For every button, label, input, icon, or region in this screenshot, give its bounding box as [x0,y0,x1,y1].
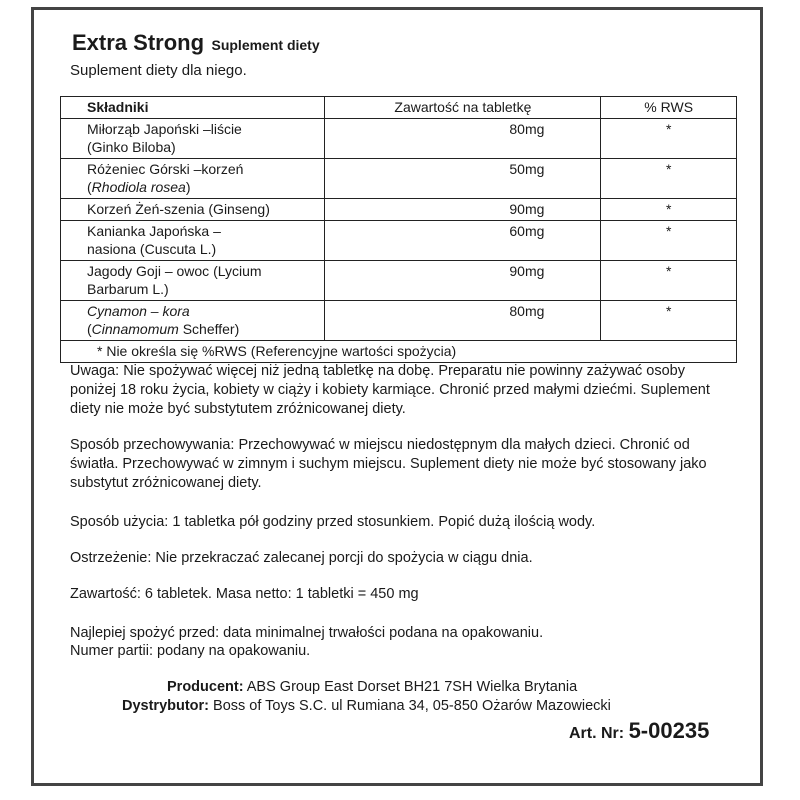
ingredient-amount: 90mg [325,199,601,221]
table-header-row [61,97,737,119]
ingredient-amount: 80mg [325,301,601,341]
ingredient-name: Miłorząb Japoński –liście (Ginko Biloba) [61,119,325,159]
article-number [569,718,709,744]
ingredient-amount: 50mg [325,159,601,199]
distributor-value: Boss of Toys S.C. ul Rumiana 34, 05-850 Ożarów Mazowiecki [209,698,611,714]
ingredient-name: Korzeń Żeń-szenia (Ginseng) [61,199,325,221]
header-amount: Zawartość na tabletkę [325,97,601,119]
ingredient-amount: 60mg [325,221,601,261]
producer-value: ABS Group East Dorset BH21 7SH Wielka Brytania [243,679,578,695]
usage-text: Sposób użycia: 1 tabletka pół godziny przed stosunkiem. Popić dużą ilością wody. [70,514,596,530]
ingredient-rws: * [601,159,737,199]
rws-footnote: * Nie określa się %RWS (Referencyjne wartości spożycia) [61,341,737,363]
caution-text: Ostrzeżenie: Nie przekraczać zalecanej porcji do spożycia w ciągu dnia. [70,550,533,566]
subtitle: Suplement diety dla niego. [70,62,247,79]
ingredient-amount: 80mg [325,119,601,159]
ingredient-name: Jagody Goji – owoc (Lycium Barbarum L.) [61,261,325,301]
ingredients-table [60,96,737,363]
ingredient-name: Różeniec Górski –korzeń (Rhodiola rosea) [61,159,325,199]
table-row [61,301,737,341]
article-value: 5-00235 [628,718,710,743]
header-ingredients: Składniki [61,97,325,119]
header-rws: % RWS [601,97,737,119]
ingredient-rws: * [601,261,737,301]
table-row [61,159,737,199]
table-footnote-row [61,341,737,363]
warning-text: Uwaga: Nie spożywać więcej niż jedną tabletkę na dobę. Preparatu nie powinny zażywać osoby poniżej 18 roku życia, kobiety w ciąży i kobiety karmiące. Chronić przed małymi dziećmi. Suplement diety nie może być substytutem zróżnicowanej diety. [70,363,710,417]
ingredient-name: Cynamon – kora (Cinnamomum Scheffer) [61,301,325,341]
ingredient-rws: * [601,119,737,159]
ingredient-name: Kanianka Japońska – nasiona (Cuscuta L.) [61,221,325,261]
title-suffix: Suplement diety [211,37,320,53]
article-label: Art. Nr: [569,725,625,742]
distributor-line [122,697,611,716]
table-row [61,221,737,261]
ingredient-rws: * [601,199,737,221]
table-row [61,119,737,159]
ingredient-rws: * [601,221,737,261]
distributor-label: Dystrybutor: [122,698,210,714]
storage-text: Sposób przechowywania: Przechowywać w miejscu niedostępnym dla małych dzieci. Chronić od światła. Przechowywać w zimnym i suchym miejscu. Suplement diety nie może być stosowany jako substytut zróżnicowanej diety. [70,437,707,491]
product-title [72,30,320,56]
contents-text: Zawartość: 6 tabletek. Masa netto: 1 tabletki = 450 mg [70,586,419,602]
table-row [61,199,737,221]
producer-label: Producent: [167,679,244,695]
ingredient-amount: 90mg [325,261,601,301]
ingredient-rws: * [601,301,737,341]
batch-number-text: Numer partii: podany na opakowaniu. [70,643,311,659]
table-row [61,261,737,301]
producer-line [167,678,577,697]
title-main: Extra Strong [72,30,205,55]
best-before-text: Najlepiej spożyć przed: data minimalnej trwałości podana na opakowaniu. [70,625,544,641]
